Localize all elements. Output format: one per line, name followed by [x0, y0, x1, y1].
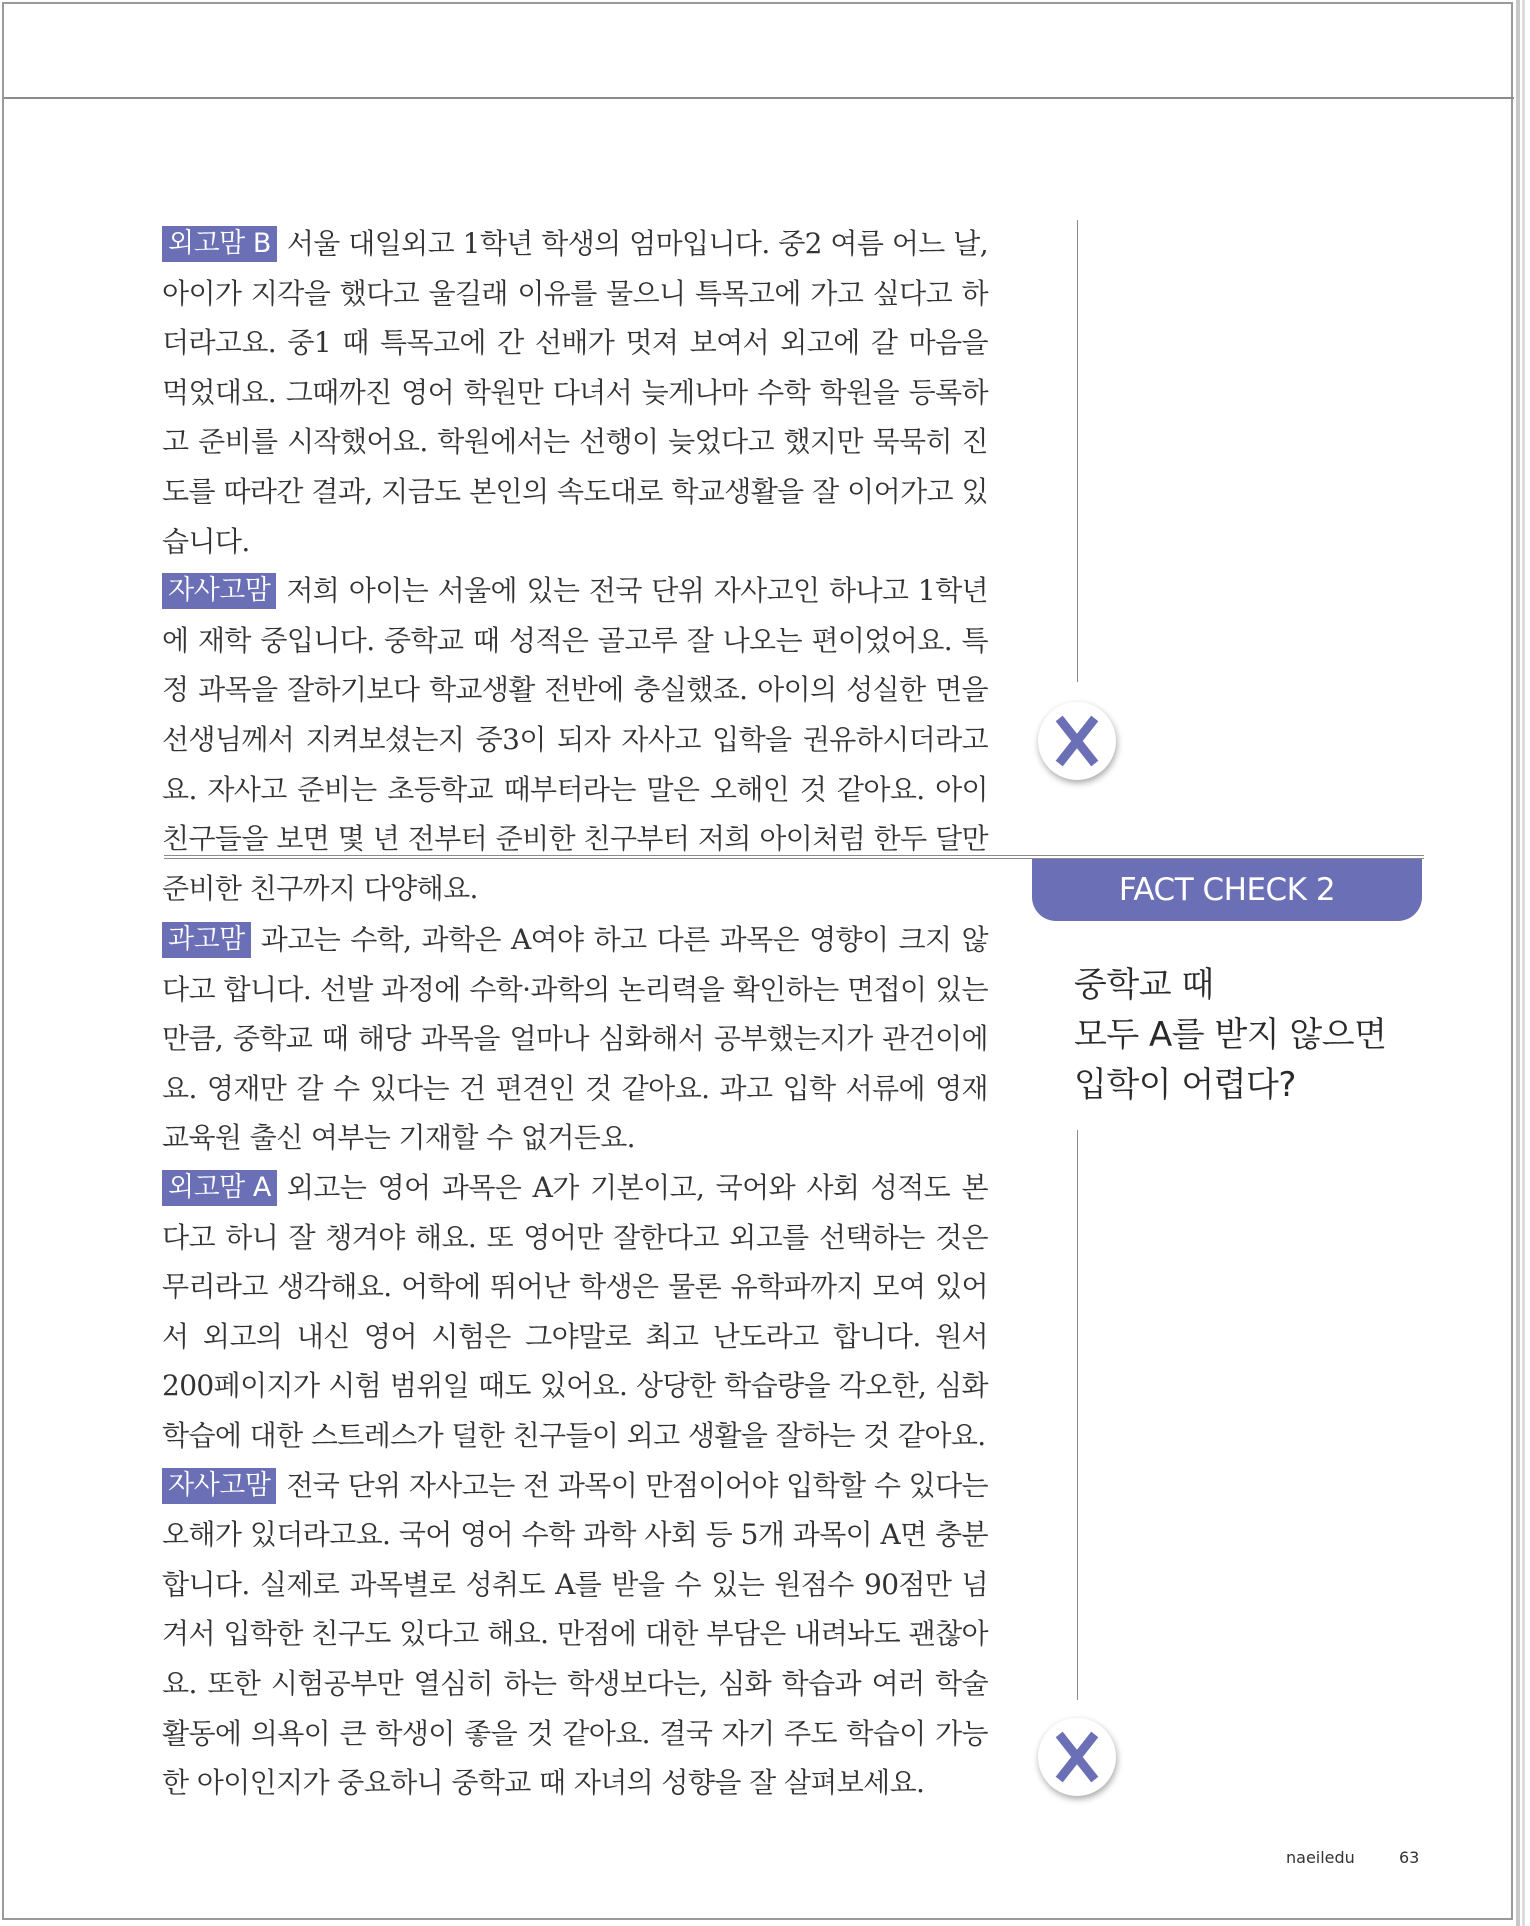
footer-brand: naeiledu [1286, 1848, 1355, 1867]
verdict-x-badge [1038, 702, 1116, 780]
question-line: 모두 A를 받지 않으면 [1074, 1015, 1387, 1055]
section-1 [162, 219, 988, 913]
paragraph-text: 서울 대일외고 1학년 학생의 엄마입니다. 중2 여름 어느 날, 아이가 지각을 했다고 울길래 이유를 물으니 특목고에 가고 싶다고 하더라고요. 중1 때 특목고에 간 선배가 멋져 보여서 외고에 갈 마음을 먹었대요. 그때까진 영어 학원만 다녀서 늦게나마 수학 학원을 등록하고 준비를 시작했어요. 학원에서는 선행이 늦었다고 했지만 묵묵히 진도를 따라간 결과, 지금도 본인의 속도대로 학교생활을 잘 이어가고 있습니다. [162, 227, 988, 558]
paragraph-text: 과고는 수학, 과학은 A여야 하고 다른 과목은 영향이 크지 않다고 합니다. 선발 과정에 수학·과학의 논리력을 확인하는 면접이 있는 만큼, 중학교 때 해당 과목을 얼마나 심화해서 공부했는지가 관건이에요. 영재만 갈 수 있다는 건 편견인 것 같아요. 과고 입학 서류에 영재교육원 출신 여부는 기재할 수 없거든요. [162, 923, 988, 1155]
speaker-tag: 자사고맘 [162, 573, 276, 609]
fact-check-question [1074, 960, 1454, 1110]
header-rule [4, 97, 1514, 99]
interview-paragraph [162, 566, 988, 913]
page-edge [1522, 0, 1525, 1926]
page-number: 63 [1399, 1848, 1420, 1867]
vertical-rule [1077, 220, 1078, 682]
page-edge [1516, 0, 1520, 1926]
fact-check-badge: FACT CHECK 2 [1032, 859, 1422, 921]
question-line: 입학이 어렵다? [1074, 1065, 1296, 1105]
x-mark-icon [1038, 702, 1116, 780]
question-line: 중학교 때 [1074, 965, 1214, 1005]
speaker-tag: 자사고맘 [162, 1468, 276, 1504]
paragraph-text: 저희 아이는 서울에 있는 전국 단위 자사고인 하나고 1학년에 재학 중입니다. 중학교 때 성적은 골고루 잘 나오는 편이었어요. 특정 과목을 잘하기보다 학교생활 전반에 충실했죠. 아이의 성실한 면을 선생님께서 지켜보셨는지 중3이 되자 자사고 입학을 권유하시더라고요. 자사고 준비는 초등학교 때부터라는 말은 오해인 것 같아요. 아이 친구들을 보면 몇 년 전부터 준비한 친구부터 저희 아이처럼 한두 달만 준비한 친구까지 다양해요. [162, 574, 988, 905]
speaker-tag: 외고맘 A [162, 1170, 277, 1206]
section-2 [162, 915, 988, 1808]
speaker-tag: 외고맘 B [162, 226, 277, 262]
paragraph-text: 외고는 영어 과목은 A가 기본이고, 국어와 사회 성적도 본다고 하니 잘 챙겨야 해요. 또 영어만 잘한다고 외고를 선택하는 것은 무리라고 생각해요. 어학에 뛰어난 학생은 물론 유학파까지 모여 있어서 외고의 내신 영어 시험은 그야말로 최고 난도라고 합니다. 원서 200페이지가 시험 범위일 때도 있어요. 상당한 학습량을 각오한, 심화 학습에 대한 스트레스가 덜한 친구들이 외고 생활을 잘하는 것 같아요. [162, 1170, 988, 1452]
interview-paragraph [162, 915, 988, 1163]
interview-paragraph [162, 1461, 988, 1808]
interview-paragraph [162, 1163, 988, 1461]
verdict-x-badge [1038, 1718, 1116, 1796]
interview-paragraph [162, 219, 988, 566]
x-mark-icon [1038, 1718, 1116, 1796]
vertical-rule [1077, 1130, 1078, 1700]
speaker-tag: 과고맘 [162, 922, 251, 958]
paragraph-text: 전국 단위 자사고는 전 과목이 만점이어야 입학할 수 있다는 오해가 있더라고요. 국어 영어 수학 과학 사회 등 5개 과목이 A면 충분합니다. 실제로 과목별로 성취도 A를 받을 수 있는 원점수 90점만 넘겨서 입학한 친구도 있다고 해요. 만점에 대한 부담은 내려놔도 괜찮아요. 또한 시험공부만 열심히 하는 학생보다는, 심화 학습과 여러 학술 활동에 의욕이 큰 학생이 좋을 것 같아요. 결국 자기 주도 학습이 가능한 아이인지가 중요하니 중학교 때 자녀의 성향을 잘 살펴보세요. [162, 1468, 988, 1800]
